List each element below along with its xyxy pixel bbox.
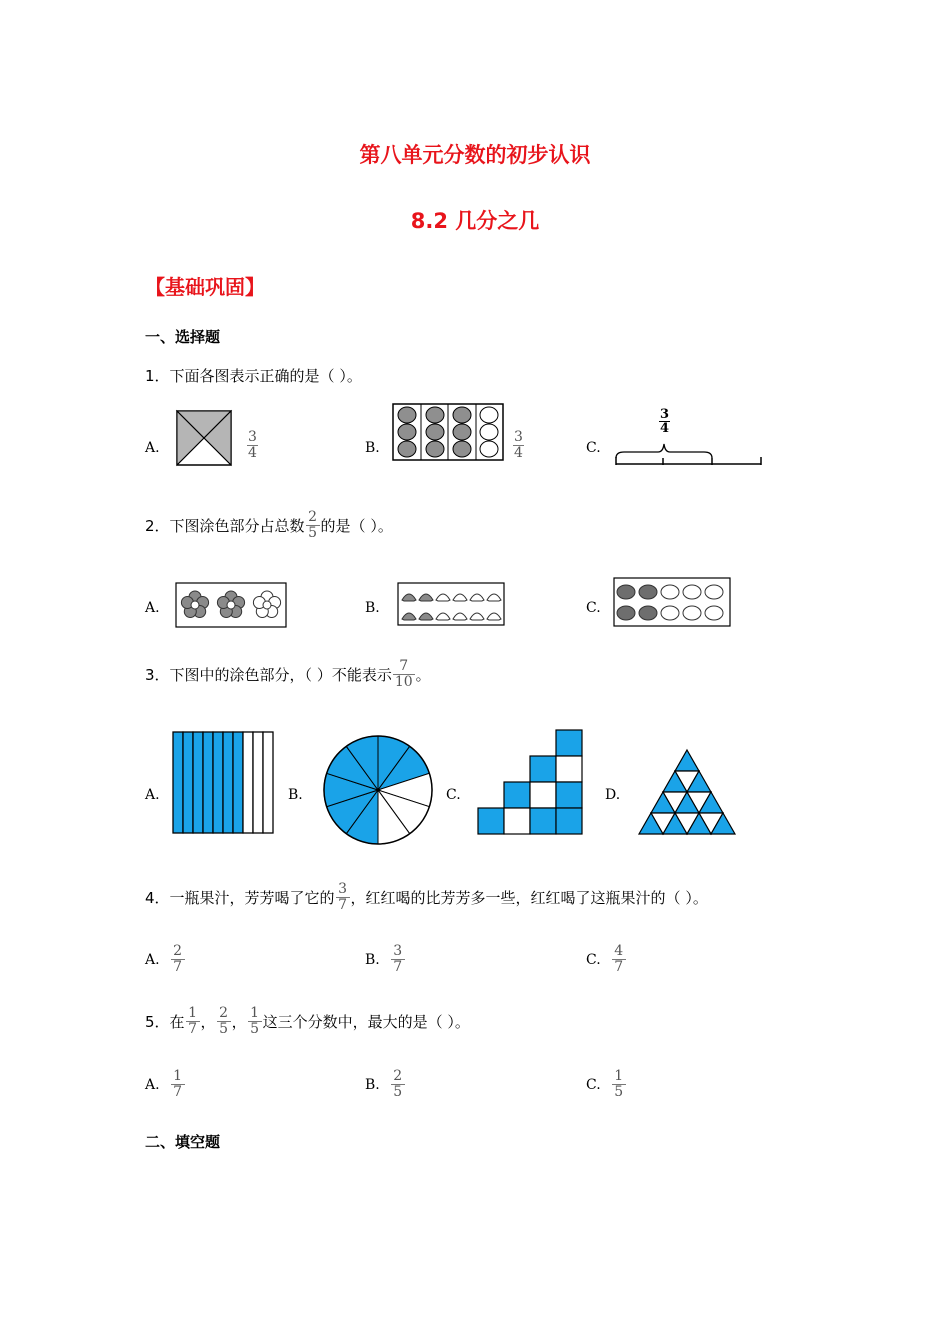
numerator: 3 (248, 429, 257, 445)
section-fill-in: 二、填空题 (145, 1133, 221, 1151)
q5-option-b[interactable] (365, 1069, 406, 1100)
denominator: 7 (173, 959, 183, 975)
q1-text: 1．下面各图表示正确的是（ ）。 (145, 367, 362, 385)
q2-fruits-figure (613, 577, 731, 627)
numerator: 1 (173, 1068, 183, 1084)
denominator: 5 (614, 1084, 624, 1100)
q2-flowers-figure (175, 582, 287, 628)
q3-steps-figure (476, 729, 584, 835)
q3-text (145, 659, 431, 690)
q4-option-c[interactable] (586, 944, 627, 975)
denominator: 7 (338, 897, 347, 913)
q4-b-fraction (392, 944, 404, 975)
q3-strips-figure (172, 731, 274, 835)
numerator: 2 (173, 943, 183, 959)
lesson-title: 8.2 几分之几 (410, 209, 540, 233)
q2-peaches-figure (397, 582, 505, 626)
numerator: 1 (188, 1005, 197, 1021)
q5-b-fraction (392, 1069, 404, 1100)
q5-post: 这三个分数中，最大的是（ ）。 (262, 1013, 470, 1031)
denominator: 7 (173, 1084, 183, 1100)
denominator: 5 (308, 525, 317, 541)
q1-circles-figure (392, 403, 504, 461)
q5-b-label: B. (365, 1076, 380, 1093)
q5-fraction-1 (187, 1006, 199, 1037)
denominator: 4 (514, 445, 523, 461)
numerator: 1 (250, 1005, 260, 1021)
q1-number-line-figure (614, 440, 764, 470)
denominator: 5 (219, 1021, 229, 1037)
q3-option-d[interactable]: D. (605, 787, 621, 803)
q3-pre: 3．下图中的涂色部分，（ ）不能表示 (145, 666, 392, 684)
q5-sep-2: ， (231, 1013, 247, 1031)
q1-a-fraction (247, 430, 258, 461)
section-choice: 一、选择题 (145, 328, 221, 346)
denominator: 7 (393, 959, 403, 975)
numerator: 3 (393, 943, 403, 959)
q5-fraction-2 (218, 1006, 230, 1037)
q2-option-b[interactable]: B. (365, 600, 380, 616)
q5-sep-1: ， (200, 1013, 216, 1031)
q4-post: ，红红喝的比芳芳多一些，红红喝了这瓶果汁的（ ）。 (350, 889, 708, 907)
numerator: 3 (514, 429, 523, 445)
denominator: 7 (188, 1021, 197, 1037)
q4-pre: 4．一瓶果汁，芳芳喝了它的 (145, 889, 335, 907)
q1-option-b[interactable]: B. (365, 440, 380, 456)
q2-option-c[interactable]: C. (586, 600, 601, 616)
q2-option-a[interactable]: A. (145, 600, 160, 616)
q5-fraction-3 (249, 1006, 261, 1037)
q4-c-fraction (613, 944, 625, 975)
denominator: 7 (614, 959, 624, 975)
q3-post: 。 (415, 666, 431, 684)
unit-title: 第八单元分数的初步认识 (359, 143, 591, 167)
q2-fraction (307, 510, 319, 541)
q5-c-label: C. (586, 1076, 601, 1093)
denominator: 5 (250, 1021, 260, 1037)
q3-option-a[interactable]: A. (145, 787, 160, 803)
q2-pre: 2．下图涂色部分占总数 (145, 517, 305, 535)
numerator: 4 (614, 943, 624, 959)
numerator: 3 (660, 407, 670, 422)
q2-text (145, 510, 393, 541)
q1-option-c[interactable]: C. (586, 440, 601, 456)
q3-option-c[interactable]: C. (446, 787, 461, 803)
q4-option-a[interactable] (145, 944, 186, 975)
q4-text (145, 882, 708, 913)
q5-a-label: A. (145, 1076, 160, 1093)
q4-b-label: B. (365, 951, 380, 968)
q4-a-fraction (172, 944, 184, 975)
q1-b-fraction (513, 430, 524, 461)
q4-fraction (337, 882, 349, 913)
numerator: 7 (399, 658, 409, 674)
denominator: 4 (660, 421, 670, 436)
numerator: 2 (219, 1005, 229, 1021)
q1-option-a[interactable]: A. (145, 440, 160, 456)
q5-c-fraction (613, 1069, 625, 1100)
q3-triangle-figure (638, 748, 738, 836)
denominator: 10 (394, 674, 413, 690)
numerator: 3 (338, 881, 347, 897)
q3-fraction (394, 659, 414, 690)
numerator: 2 (308, 509, 317, 525)
q4-a-label: A. (145, 951, 160, 968)
q5-a-fraction (172, 1069, 184, 1100)
q5-option-a[interactable] (145, 1069, 186, 1100)
q1-square-figure (176, 410, 232, 466)
denominator: 4 (248, 445, 257, 461)
q5-pre: 5．在 (145, 1013, 185, 1031)
q5-option-c[interactable] (586, 1069, 627, 1100)
q5-text (145, 1006, 470, 1037)
q1-c-fraction (659, 408, 670, 435)
q2-post: 的是（ ）。 (320, 517, 393, 535)
denominator: 5 (393, 1084, 403, 1100)
numerator: 2 (393, 1068, 403, 1084)
q3-option-b[interactable]: B. (288, 787, 303, 803)
q4-c-label: C. (586, 951, 601, 968)
q3-circle-figure (322, 734, 434, 846)
numerator: 1 (614, 1068, 624, 1084)
q4-option-b[interactable] (365, 944, 406, 975)
basic-label: 【基础巩固】 (145, 275, 265, 299)
